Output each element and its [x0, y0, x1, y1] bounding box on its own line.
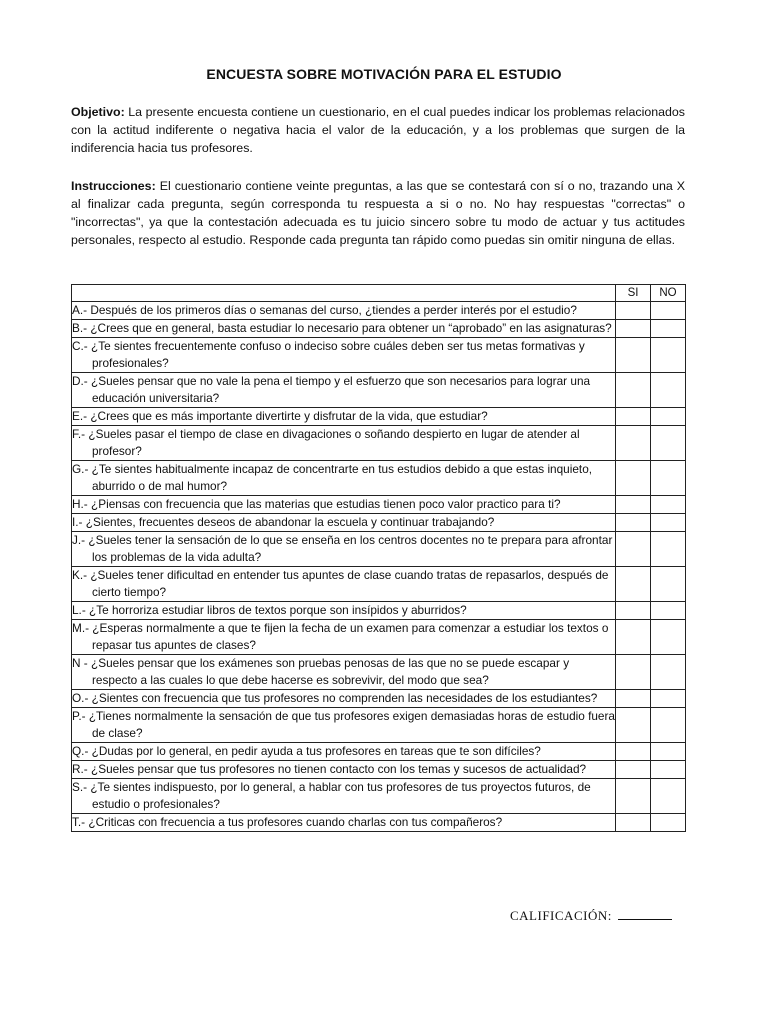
answer-si-cell[interactable]: [616, 514, 651, 532]
calificacion: [510, 908, 672, 924]
question-cell: [72, 532, 616, 567]
answer-no-cell[interactable]: [651, 690, 686, 708]
question-text: E.- ¿Crees que es más importante divertirte y disfrutar de la vida, que estudiar?: [72, 409, 488, 423]
table-row: [72, 373, 686, 408]
table-row: [72, 426, 686, 461]
answer-si-cell[interactable]: [616, 426, 651, 461]
answer-no-cell[interactable]: [651, 814, 686, 832]
table-row: [72, 761, 686, 779]
answer-si-cell[interactable]: [616, 532, 651, 567]
question-text: D.- ¿Sueles pensar que no vale la pena el tiempo y el esfuerzo que son necesarios para lograr una educación universitaria?: [72, 374, 591, 405]
answer-si-cell[interactable]: [616, 567, 651, 602]
answer-si-cell[interactable]: [616, 496, 651, 514]
question-cell: [72, 408, 616, 426]
question-text: P.- ¿Tienes normalmente la sensación de que tus profesores exigen demasiadas horas de estudio fuera de clase?: [72, 709, 615, 740]
question-cell: [72, 743, 616, 761]
question-cell: [72, 708, 616, 743]
answer-si-cell[interactable]: [616, 655, 651, 690]
instrucciones-paragraph: [71, 177, 685, 249]
question-text: I.- ¿Sientes, frecuentes deseos de abandonar la escuela y continuar trabajando?: [72, 515, 495, 529]
answer-si-cell[interactable]: [616, 761, 651, 779]
table-row: [72, 408, 686, 426]
question-text: G.- ¿Te sientes habitualmente incapaz de concentrarte en tus estudios debido a que estas inquieto, aburrido o de mal humor?: [72, 462, 593, 493]
question-text: Q.- ¿Dudas por lo general, en pedir ayuda a tus profesores en tareas que te son difíciles?: [72, 744, 541, 758]
header-no: NO: [651, 285, 686, 302]
table-row: [72, 779, 686, 814]
instrucciones-label: Instrucciones:: [71, 179, 156, 193]
question-cell: [72, 602, 616, 620]
answer-si-cell[interactable]: [616, 320, 651, 338]
answer-no-cell[interactable]: [651, 338, 686, 373]
question-text: K.- ¿Sueles tener dificultad en entender tus apuntes de clase cuando tratas de repasarlos, después de cierto tiempo?: [72, 568, 609, 599]
header-si: SI: [616, 285, 651, 302]
answer-si-cell[interactable]: [616, 338, 651, 373]
question-cell: [72, 426, 616, 461]
answer-si-cell[interactable]: [616, 302, 651, 320]
answer-si-cell[interactable]: [616, 408, 651, 426]
answer-si-cell[interactable]: [616, 708, 651, 743]
table-row: [72, 338, 686, 373]
question-cell: [72, 814, 616, 832]
answer-si-cell[interactable]: [616, 602, 651, 620]
question-text: N - ¿Sueles pensar que los exámenes son pruebas penosas de las que no se puede escapar y respecto a las cuales lo que debe hacerse es sobrevivir, del modo que sea?: [72, 656, 570, 687]
question-text: A.- Después de los primeros días o semanas del curso, ¿tiendes a perder interés por el estudio?: [72, 303, 577, 317]
questionnaire-table: [71, 284, 686, 832]
header-blank-cell: [72, 285, 616, 302]
table-row: [72, 496, 686, 514]
answer-no-cell[interactable]: [651, 708, 686, 743]
question-cell: [72, 655, 616, 690]
answer-si-cell[interactable]: [616, 373, 651, 408]
table-row: [72, 532, 686, 567]
answer-no-cell[interactable]: [651, 532, 686, 567]
question-text: S.- ¿Te sientes indispuesto, por lo general, a hablar con tus profesores de tus proyectos futuros, de estudio o profesionales?: [72, 780, 591, 811]
question-text: T.- ¿Criticas con frecuencia a tus profesores cuando charlas con tus compañeros?: [72, 815, 503, 829]
answer-si-cell[interactable]: [616, 743, 651, 761]
answer-no-cell[interactable]: [651, 779, 686, 814]
question-text: M.- ¿Esperas normalmente a que te fijen la fecha de un examen para comenzar a estudiar los textos o repasar tus apuntes de clases?: [72, 621, 609, 652]
table-row: [72, 743, 686, 761]
table-header-row: [72, 285, 686, 302]
question-text: B.- ¿Crees que en general, basta estudiar lo necesario para obtener un “aprobado” en las asignaturas?: [72, 321, 612, 335]
answer-no-cell[interactable]: [651, 426, 686, 461]
question-cell: [72, 338, 616, 373]
objetivo-label: Objetivo:: [71, 105, 125, 119]
question-cell: [72, 567, 616, 602]
answer-no-cell[interactable]: [651, 496, 686, 514]
calificacion-blank-line[interactable]: [618, 908, 672, 920]
question-text: H.- ¿Piensas con frecuencia que las materias que estudias tienen poco valor practico para ti?: [72, 497, 561, 511]
answer-si-cell[interactable]: [616, 461, 651, 496]
answer-no-cell[interactable]: [651, 743, 686, 761]
answer-no-cell[interactable]: [651, 514, 686, 532]
objetivo-text: La presente encuesta contiene un cuestionario, en el cual puedes indicar los problemas relacionados con la actitud indiferente o negativa hacia el valor de la educación, y a los problemas que surgen de la indiferencia hacia tus profesores.: [71, 105, 685, 155]
question-text: J.- ¿Sueles tener la sensación de lo que se enseña en los centros docentes no te prepara para afrontar los problemas de la vida adulta?: [72, 533, 613, 564]
question-text: C.- ¿Te sientes frecuentemente confuso o indeciso sobre cuáles deben ser tus metas formativas y profesionales?: [72, 339, 585, 370]
objetivo-paragraph: [71, 103, 685, 157]
table-row: [72, 320, 686, 338]
question-cell: [72, 320, 616, 338]
table-row: [72, 690, 686, 708]
document-title: ENCUESTA SOBRE MOTIVACIÓN PARA EL ESTUDIO: [206, 66, 562, 82]
answer-si-cell[interactable]: [616, 814, 651, 832]
question-cell: [72, 496, 616, 514]
question-text: L.- ¿Te horroriza estudiar libros de textos porque son insípidos y aburridos?: [72, 603, 467, 617]
calificacion-label: CALIFICACIÓN:: [510, 908, 612, 923]
table-row: [72, 302, 686, 320]
answer-no-cell[interactable]: [651, 373, 686, 408]
table-row: [72, 514, 686, 532]
question-cell: [72, 461, 616, 496]
table-row: [72, 814, 686, 832]
question-cell: [72, 302, 616, 320]
answer-no-cell[interactable]: [651, 567, 686, 602]
answer-no-cell[interactable]: [651, 620, 686, 655]
answer-no-cell[interactable]: [651, 761, 686, 779]
answer-no-cell[interactable]: [651, 408, 686, 426]
question-cell: [72, 514, 616, 532]
question-cell: [72, 690, 616, 708]
questions-body: [72, 302, 686, 832]
answer-si-cell[interactable]: [616, 620, 651, 655]
answer-no-cell[interactable]: [651, 302, 686, 320]
table-row: [72, 567, 686, 602]
question-text: O.- ¿Sientes con frecuencia que tus profesores no comprenden las necesidades de los estudiantes?: [72, 691, 598, 705]
table-row: [72, 620, 686, 655]
answer-no-cell[interactable]: [651, 461, 686, 496]
table-row: [72, 461, 686, 496]
instrucciones-text: El cuestionario contiene veinte preguntas, a las que se contestará con sí o no, trazando una X al finalizar cada pregunta, según corresponda tu respuesta a si o no. No hay respuestas "correctas" o "incorrectas", ya que la contestación adecuada es tu juicio sincero sobre tu modo de actuar y tus actitudes personales, respecto al estudio. Responde cada pregunta tan rápido como puedas sin omitir ninguna de ellas.: [71, 179, 685, 247]
answer-no-cell[interactable]: [651, 320, 686, 338]
question-cell: [72, 373, 616, 408]
answer-no-cell[interactable]: [651, 655, 686, 690]
question-text: R.- ¿Sueles pensar que tus profesores no tienen contacto con los temas y sucesos de actualidad?: [72, 762, 587, 776]
question-cell: [72, 620, 616, 655]
answer-si-cell[interactable]: [616, 690, 651, 708]
question-text: F.- ¿Sueles pasar el tiempo de clase en divagaciones o soñando despierto en lugar de atender al profesor?: [72, 427, 580, 458]
answer-si-cell[interactable]: [616, 779, 651, 814]
table-row: [72, 655, 686, 690]
question-cell: [72, 761, 616, 779]
table-row: [72, 602, 686, 620]
table-row: [72, 708, 686, 743]
answer-no-cell[interactable]: [651, 602, 686, 620]
question-cell: [72, 779, 616, 814]
